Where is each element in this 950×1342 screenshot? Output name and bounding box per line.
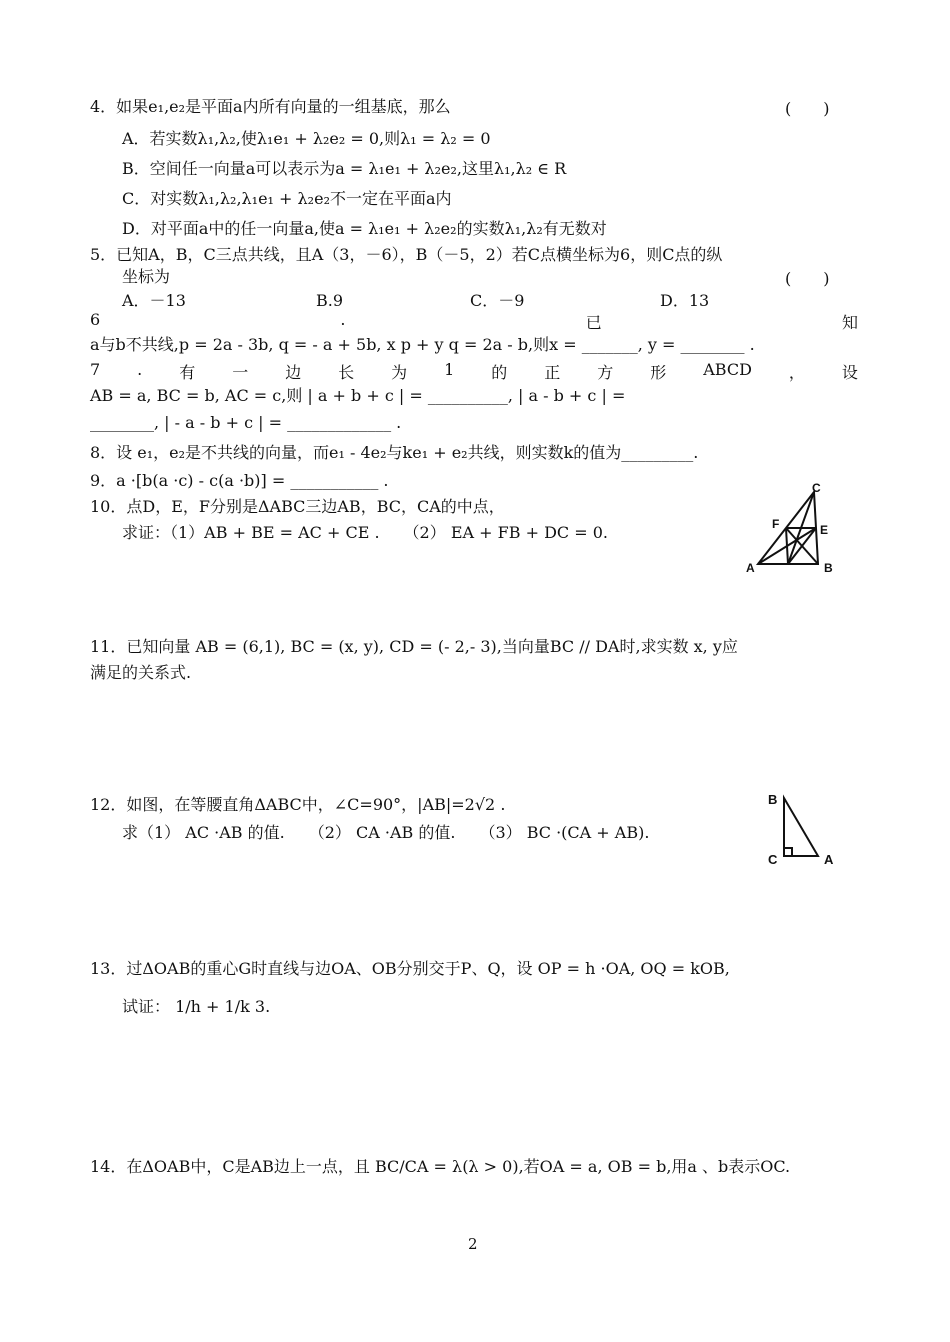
q12-triangle-figure (762, 786, 842, 866)
q7-token: 方 (597, 363, 614, 382)
q6-line1 (90, 310, 858, 333)
q7-token: . (137, 360, 143, 379)
page-number: 2 (468, 1235, 478, 1253)
q7-token: 边 (285, 363, 302, 382)
q10-line2: 求证：（1）AB + BE = AC + CE . （2） EA + FB + DC = 0. (122, 523, 608, 542)
q6-dot: . (340, 310, 346, 329)
q4-stem: 4．如果e₁,e₂是平面a内所有向量的一组基底，那么 (90, 97, 451, 116)
q8-text: 8．设 e₁，e₂是不共线的向量，而e₁ - 4e₂与ke₁ + e₂共线，则实数k的值为_________. (90, 443, 699, 462)
q12-line1: 12．如图，在等腰直角ΔABC中，∠C=90°，|AB|=2√2 . (90, 795, 506, 814)
q7-token: 形 (650, 363, 667, 382)
q7-token: 设 (841, 363, 858, 382)
q4-option-d: D．对平面a中的任一向量a,使a = λ₁e₁ + λ₂e₂的实数λ₁,λ₂有无数对 (122, 219, 607, 238)
q7-token: 1 (444, 360, 455, 379)
q10-label-f: F (772, 517, 780, 531)
q6-word-zhi: 知 (841, 313, 858, 332)
q7-token: ABCD (703, 360, 752, 379)
q5-option-c: C．－9 (470, 291, 525, 310)
q10-label-a: A (746, 561, 755, 575)
q6-word-yi: 已 (585, 313, 602, 332)
q5-answer-paren: ( ) (785, 269, 830, 288)
q4-option-b: B．空间任一向量a可以表示为a = λ₁e₁ + λ₂e₂,这里λ₁,λ₂ ∈ R (122, 159, 567, 178)
q6-number: 6 (90, 310, 101, 329)
q6-line2: a与b不共线,p = 2a - 3b, q = - a + 5b, x p + y q = 2a - b,则x = _______, y = ________ . (90, 335, 755, 354)
q10-label-e: E (820, 523, 829, 537)
q13-line1: 13．过ΔOAB的重心G时直线与边OA、OB分别交于P、Q，设 OP = h ·OA, OQ = kOB, (90, 959, 730, 978)
q12-label-b: B (768, 792, 778, 807)
q7-token: 一 (232, 363, 249, 382)
q7-token: 为 (391, 363, 408, 382)
q13-line2: 试证： 1/h + 1/k 3. (122, 997, 271, 1016)
q4-option-a: A．若实数λ₁,λ₂,使λ₁e₁ + λ₂e₂ = 0,则λ₁ = λ₂ = 0 (122, 129, 491, 148)
q7-line1 (90, 360, 858, 383)
q7-token: 7 (90, 360, 101, 379)
q11-line2: 满足的关系式. (90, 663, 192, 682)
q9-text: 9．a ·[b(a ·c) - c(a ·b)] = ___________ . (90, 471, 389, 490)
q5-line2: 坐标为 (122, 267, 171, 286)
q7-token: 长 (338, 363, 355, 382)
q7-token: 正 (544, 363, 561, 382)
q5-line1: 5．已知A，B，C三点共线，且A（3，－6），B（－5，2）若C点横坐标为6，则C点的纵 (90, 245, 723, 264)
q7-token: ， (788, 363, 805, 382)
q7-line2: AB = a, BC = b, AC = c,则 | a + b + c | = __________, | a - b + c | = (90, 386, 626, 405)
q5-option-a: A．－13 (122, 291, 186, 310)
q7-token: 有 (179, 363, 196, 382)
q5-option-d: D．13 (660, 291, 710, 310)
q12-line2: 求（1） AC ·AB 的值. （2） CA ·AB 的值. （3） BC ·(CA + AB). (122, 823, 650, 842)
q7-line3: ________, | - a - b + c | = _____________ . (90, 413, 402, 432)
q12-label-a: A (824, 852, 834, 866)
q14-text: 14．在ΔOAB中，C是AB边上一点，且 BC/CA = λ(λ > 0),若OA = a, OB = b,用a 、b表示OC. (90, 1157, 791, 1176)
q10-triangle-figure (740, 480, 840, 576)
q4-answer-paren: ( ) (785, 99, 830, 118)
q7-token: 的 (491, 363, 508, 382)
q10-line1: 10．点D，E，F分别是ΔABC三边AB，BC，CA的中点， (90, 497, 505, 516)
q10-label-c: C (812, 481, 821, 495)
q12-label-c: C (768, 852, 778, 866)
q4-option-c: C．对实数λ₁,λ₂,λ₁e₁ + λ₂e₂不一定在平面a内 (122, 189, 452, 208)
q11-line1: 11．已知向量 AB = (6,1), BC = (x, y), CD = (- 2,- 3),当向量BC // DA时,求实数 x, y应 (90, 637, 738, 656)
q10-label-b: B (824, 561, 833, 575)
q5-option-b: B.9 (316, 291, 344, 310)
